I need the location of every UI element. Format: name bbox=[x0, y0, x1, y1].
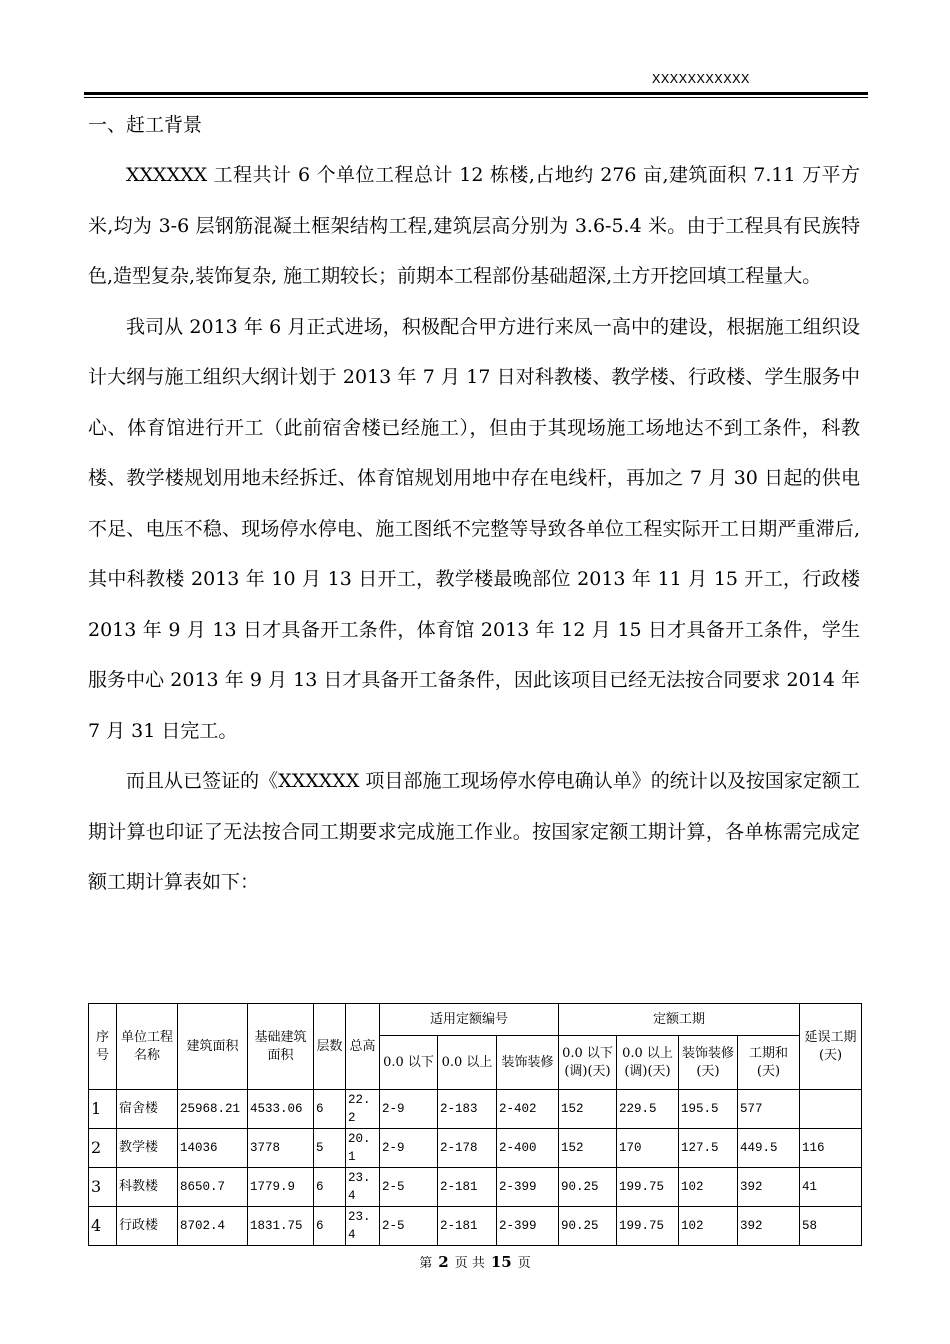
section-title: 一、赶工背景 bbox=[88, 114, 203, 136]
cell-delay: 58 bbox=[800, 1207, 862, 1246]
header-period-total: 工期和(天) bbox=[738, 1036, 800, 1090]
cell-code-above: 2-183 bbox=[438, 1090, 497, 1129]
cell-unit-name: 行政楼 bbox=[117, 1207, 178, 1246]
header-base-area: 基础建筑面积 bbox=[248, 1004, 314, 1090]
cell-area: 25968.21 bbox=[178, 1090, 248, 1129]
cell-unit-name: 宿舍楼 bbox=[117, 1090, 178, 1129]
footer-page-number: 2 bbox=[438, 1253, 449, 1271]
cell-period-below: 152 bbox=[559, 1090, 617, 1129]
cell-base-area: 4533.06 bbox=[248, 1090, 314, 1129]
footer-suffix: 页 bbox=[517, 1256, 531, 1271]
cell-period-total: 392 bbox=[738, 1168, 800, 1207]
cell-code-above: 2-181 bbox=[438, 1168, 497, 1207]
header-code-below: 0.0 以下 bbox=[380, 1036, 438, 1090]
header-period-decor: 装饰装修(天) bbox=[679, 1036, 738, 1090]
cell-unit-name: 教学楼 bbox=[117, 1129, 178, 1168]
cell-period-above: 170 bbox=[617, 1129, 679, 1168]
header-unit-name: 单位工程名称 bbox=[117, 1004, 178, 1090]
cell-delay: 116 bbox=[800, 1129, 862, 1168]
cell-code-below: 2-9 bbox=[380, 1129, 438, 1168]
cell-height: 23.4 bbox=[346, 1168, 380, 1207]
cell-delay: 41 bbox=[800, 1168, 862, 1207]
cell-period-decor: 102 bbox=[679, 1168, 738, 1207]
cell-period-total: 449.5 bbox=[738, 1129, 800, 1168]
cell-height: 20.1 bbox=[346, 1129, 380, 1168]
cell-base-area: 1779.9 bbox=[248, 1168, 314, 1207]
page-footer bbox=[0, 1252, 950, 1271]
cell-period-below: 90.25 bbox=[559, 1207, 617, 1246]
paragraph-background: XXXXXX 工程共计 6 个单位工程总计 12 栋楼,占地约 276 亩,建筑面积 7.11 万平方米,均为 3-6 层钢筋混凝土框架结构工程,建筑层高分别为 3.6-5.4 米。由于工程具有民族特色,造型复杂,装饰复杂, 施工期较长；前期本工程部份基础超深,土方开挖回填工程量大。 bbox=[88, 164, 860, 287]
header-period-above: 0.0 以上(调)(天) bbox=[617, 1036, 679, 1090]
cell-seq: 1 bbox=[89, 1090, 117, 1129]
paragraph-progress: 我司从 2013 年 6 月正式进场，积极配合甲方进行来凤一高中的建设，根据施工组织设计大纲与施工组织大纲计划于 2013 年 7 月 17 日对科教楼、教学楼、行政楼、学生服务中心、体育馆进行开工（此前宿舍楼已经施工），但由于其现场施工场地达不到工条件，科教楼、教学楼规划用地未经拆迁、体育馆规划用地中存在电线杆，再加之 7 月 30 日起的供电不足、电压不稳、现场停水停电、施工图纸不完整等导致各单位工程实际开工日期严重滞后,其中科教楼 2013 年 10 月 13 日开工，教学楼最晚部位 2013 年 11 月 15 开工，行政楼 2013 年 9 月 13 日才具备开工条件，体育馆 2013 年 12 月 15 日才具备开工条件，学生服务中心 2013 年 9 月 13 日才具备开工备条件，因此该项目已经无法按合同要求 2014 年 7 月 31 日完工。 bbox=[88, 315, 860, 742]
table-row bbox=[89, 1090, 862, 1129]
cell-code-below: 2-5 bbox=[380, 1168, 438, 1207]
cell-delay bbox=[800, 1090, 862, 1129]
header-floors: 层数 bbox=[314, 1004, 346, 1090]
cell-code-below: 2-5 bbox=[380, 1207, 438, 1246]
cell-period-below: 90.25 bbox=[559, 1168, 617, 1207]
table-row bbox=[89, 1129, 862, 1168]
footer-middle: 页 共 bbox=[454, 1256, 485, 1271]
cell-code-decor: 2-399 bbox=[497, 1207, 559, 1246]
header-rule-thin bbox=[84, 97, 868, 98]
header-period-below: 0.0 以下(调)(天) bbox=[559, 1036, 617, 1090]
cell-period-total: 577 bbox=[738, 1090, 800, 1129]
cell-code-decor: 2-402 bbox=[497, 1090, 559, 1129]
cell-period-decor: 195.5 bbox=[679, 1090, 738, 1129]
cell-area: 14036 bbox=[178, 1129, 248, 1168]
cell-code-above: 2-178 bbox=[438, 1129, 497, 1168]
cell-area: 8702.4 bbox=[178, 1207, 248, 1246]
cell-code-decor: 2-399 bbox=[497, 1168, 559, 1207]
cell-base-area: 1831.75 bbox=[248, 1207, 314, 1246]
header-delay: 延误工期(天) bbox=[800, 1004, 862, 1090]
cell-code-below: 2-9 bbox=[380, 1090, 438, 1129]
cell-floors: 6 bbox=[314, 1207, 346, 1246]
cell-area: 8650.7 bbox=[178, 1168, 248, 1207]
cell-code-above: 2-181 bbox=[438, 1207, 497, 1246]
cell-unit-name: 科教楼 bbox=[117, 1168, 178, 1207]
cell-period-decor: 127.5 bbox=[679, 1129, 738, 1168]
header-height: 总高 bbox=[346, 1004, 380, 1090]
header-code-above: 0.0 以上 bbox=[438, 1036, 497, 1090]
cell-floors: 5 bbox=[314, 1129, 346, 1168]
cell-floors: 6 bbox=[314, 1090, 346, 1129]
header-rule-thick bbox=[84, 92, 868, 95]
table-row bbox=[89, 1207, 862, 1246]
header-code-decor: 装饰装修 bbox=[497, 1036, 559, 1090]
header-quota-period-group: 定额工期 bbox=[559, 1004, 800, 1036]
cell-period-total: 392 bbox=[738, 1207, 800, 1246]
paragraph-quota: 而且从已签证的《XXXXXX 项目部施工现场停水停电确认单》的统计以及按国家定额工期计算也印证了无法按合同工期要求完成施工作业。按国家定额工期计算，各单栋需完成定额工期计算表如下： bbox=[88, 770, 860, 893]
document-body bbox=[88, 108, 860, 908]
header-code: XXXXXXXXXXX bbox=[652, 72, 750, 88]
cell-period-above: 229.5 bbox=[617, 1090, 679, 1129]
cell-floors: 6 bbox=[314, 1168, 346, 1207]
cell-period-below: 152 bbox=[559, 1129, 617, 1168]
header-seq: 序号 bbox=[89, 1004, 117, 1090]
cell-seq: 4 bbox=[89, 1207, 117, 1246]
header-area: 建筑面积 bbox=[178, 1004, 248, 1090]
cell-code-decor: 2-400 bbox=[497, 1129, 559, 1168]
cell-period-above: 199.75 bbox=[617, 1207, 679, 1246]
header-quota-code-group: 适用定额编号 bbox=[380, 1004, 559, 1036]
cell-height: 22.2 bbox=[346, 1090, 380, 1129]
cell-seq: 3 bbox=[89, 1168, 117, 1207]
cell-base-area: 3778 bbox=[248, 1129, 314, 1168]
cell-height: 23.4 bbox=[346, 1207, 380, 1246]
footer-total-pages: 15 bbox=[490, 1253, 512, 1271]
cell-seq: 2 bbox=[89, 1129, 117, 1168]
cell-period-above: 199.75 bbox=[617, 1168, 679, 1207]
cell-period-decor: 102 bbox=[679, 1207, 738, 1246]
footer-prefix: 第 bbox=[419, 1256, 433, 1271]
quota-period-table bbox=[88, 1003, 862, 1246]
table-row bbox=[89, 1168, 862, 1207]
